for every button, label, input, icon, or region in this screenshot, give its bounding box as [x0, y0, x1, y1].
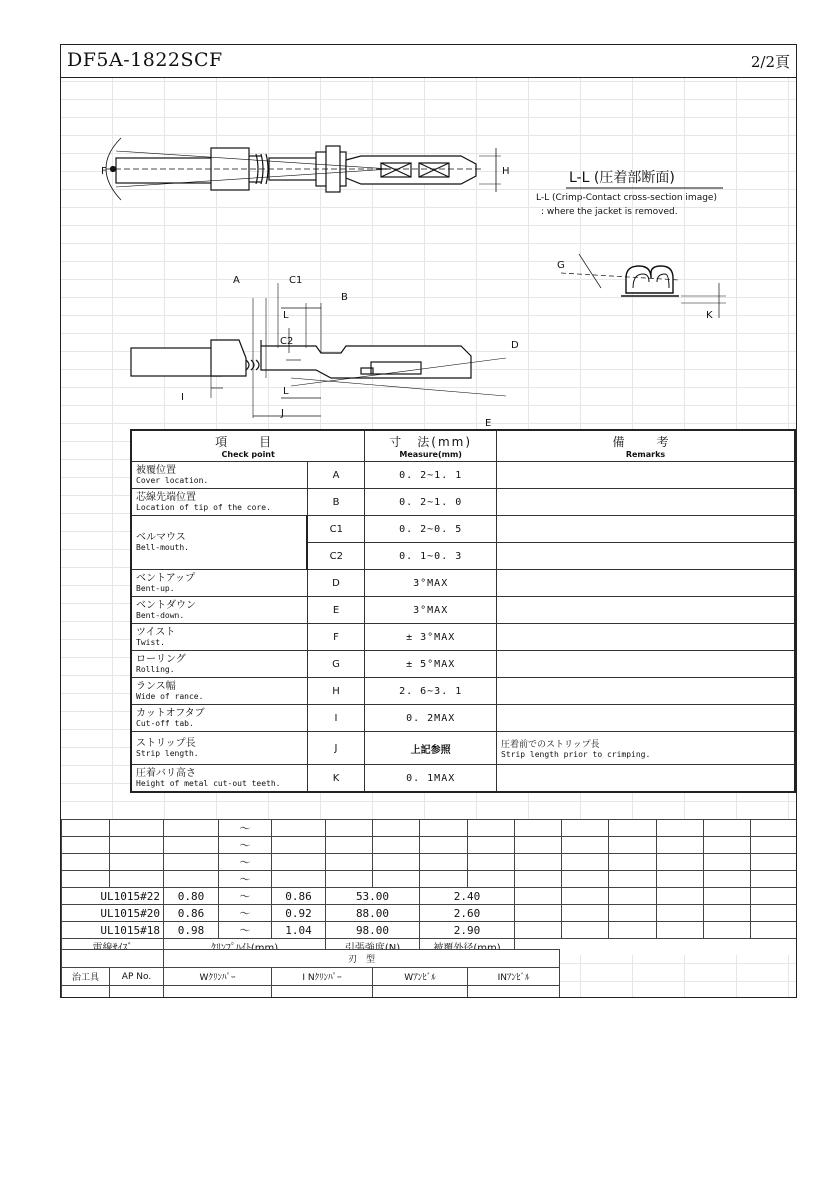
check-code: A — [307, 462, 365, 489]
label-c2: C2 — [280, 336, 294, 347]
wire-size: UL1015#20 — [62, 905, 164, 922]
outer-diameter: 2.90 — [420, 922, 515, 939]
check-remark — [497, 570, 796, 597]
in-anvil-header: INｱﾝﾋﾞﾙ — [468, 968, 560, 986]
check-code: I — [307, 705, 365, 732]
check-measure: ± 5°MAX — [365, 651, 497, 678]
check-item: カットオフタブ Cut-off tab. — [131, 705, 307, 732]
label-e: E — [485, 418, 492, 428]
crimp-min: 0.80 — [164, 888, 219, 905]
table-row — [131, 705, 795, 732]
check-code: H — [307, 678, 365, 705]
check-item: ランス幅 Wide of rance. — [131, 678, 307, 705]
label-c1: C1 — [289, 275, 303, 286]
part-number-title: DF5A-1822SCF — [67, 49, 223, 71]
check-item: ベルマウス Bell-mouth. — [131, 516, 307, 570]
check-remark — [497, 651, 796, 678]
table-row — [131, 651, 795, 678]
check-item: ベントアップ Bent-up. — [131, 570, 307, 597]
check-item: 被覆位置 Cover location. — [131, 462, 307, 489]
label-k: K — [706, 310, 713, 321]
check-item: ベントダウン Bent-down. — [131, 597, 307, 624]
check-code: K — [307, 765, 365, 793]
page-number: 2/2頁 — [750, 53, 790, 71]
table-row — [131, 516, 795, 543]
check-point-table — [130, 429, 796, 793]
wire-size: UL1015#18 — [62, 922, 164, 939]
check-measure: 0. 2~0. 5 — [365, 516, 497, 543]
outer-diameter: 2.60 — [420, 905, 515, 922]
end-line — [721, 997, 797, 998]
check-item: ローリング Rolling. — [131, 651, 307, 678]
table-row — [131, 678, 795, 705]
tensile: 53.00 — [326, 888, 420, 905]
table-row: UL1015#20 0.86 ～ 0.92 88.00 2.60 — [62, 905, 797, 922]
outer-diameter: 2.40 — [420, 888, 515, 905]
table-row — [131, 570, 795, 597]
check-measure: 3°MAX — [365, 597, 497, 624]
check-table-header — [131, 430, 795, 462]
ap-header: AP No. — [110, 968, 164, 986]
table-row — [131, 597, 795, 624]
top-view — [106, 138, 501, 200]
section-view — [561, 254, 726, 318]
check-measure: 2. 6~3. 1 — [365, 678, 497, 705]
label-d: D — [511, 340, 519, 351]
check-remark — [497, 543, 796, 570]
in-crimper-header: I Nｸﾘﾝﾊﾟｰ — [272, 968, 373, 986]
crimp-max: 0.86 — [272, 888, 326, 905]
table-row — [131, 624, 795, 651]
table-row: UL1015#22 0.80 ～ 0.86 53.00 2.40 — [62, 888, 797, 905]
item-header: 項 目 Check point — [131, 430, 365, 462]
crimp-contact-drawing — [61, 78, 796, 428]
remarks-header: 備 考 Remarks — [497, 430, 796, 462]
label-l-top: L — [283, 310, 289, 321]
tensile: 98.00 — [326, 922, 420, 939]
tool-header-row — [62, 968, 560, 986]
check-item: ツイスト Twist. — [131, 624, 307, 651]
check-measure: ± 3°MAX — [365, 624, 497, 651]
check-code: B — [307, 489, 365, 516]
check-code: D — [307, 570, 365, 597]
table-row — [131, 489, 795, 516]
drawing-sheet — [60, 44, 797, 998]
crimp-min: 0.98 — [164, 922, 219, 939]
check-item: 芯線先端位置 Location of tip of the core. — [131, 489, 307, 516]
tensile: 88.00 — [326, 905, 420, 922]
section-note-1: L-L (Crimp-Contact cross-section image) — [536, 193, 717, 203]
check-measure: 3°MAX — [365, 570, 497, 597]
check-measure: 0. 2~1. 1 — [365, 462, 497, 489]
crimp-spec-table — [61, 819, 797, 955]
table-row: ～ — [62, 837, 797, 854]
check-remark — [497, 624, 796, 651]
label-j: J — [281, 408, 284, 419]
check-remark — [497, 462, 796, 489]
check-remark — [497, 489, 796, 516]
check-remark — [497, 516, 796, 543]
check-item: 圧着バリ高さ Height of metal cut-out teeth. — [131, 765, 307, 793]
label-i: I — [181, 392, 184, 403]
measure-header: 寸 法(mm) Measure(mm) — [365, 430, 497, 462]
table-row — [131, 732, 795, 765]
section-title: L-L (圧着部断面) — [569, 170, 675, 186]
w-crimper-header: Wｸﾘﾝﾊﾟｰ — [164, 968, 272, 986]
jig-header: 治工具 — [62, 968, 110, 986]
label-g: G — [557, 260, 565, 271]
section-note-2: : where the jacket is removed. — [541, 207, 678, 217]
check-code: G — [307, 651, 365, 678]
side-view — [131, 283, 506, 418]
label-a: A — [233, 275, 240, 286]
wire-size: UL1015#22 — [62, 888, 164, 905]
table-row: ～ — [62, 854, 797, 871]
check-remark — [497, 705, 796, 732]
check-remark — [497, 765, 796, 793]
w-anvil-header: Wｱﾝﾋﾞﾙ — [373, 968, 468, 986]
check-code: F — [307, 624, 365, 651]
check-code: E — [307, 597, 365, 624]
label-b: B — [341, 292, 348, 303]
check-remark: 圧着前でのストリップ長 Strip length prior to crimping. — [497, 732, 796, 765]
check-measure: 0. 1MAX — [365, 765, 497, 793]
check-remark — [497, 678, 796, 705]
check-measure: 0. 1~0. 3 — [365, 543, 497, 570]
check-measure: 0. 2MAX — [365, 705, 497, 732]
die-header: 刃 型 — [164, 950, 560, 968]
check-item: ストリップ長 Strip length. — [131, 732, 307, 765]
table-row — [62, 986, 560, 999]
table-row — [131, 462, 795, 489]
crimp-min: 0.86 — [164, 905, 219, 922]
table-row — [131, 765, 795, 793]
table-row: ～ — [62, 820, 797, 837]
check-code: J — [307, 732, 365, 765]
crimp-max: 0.92 — [272, 905, 326, 922]
table-row: UL1015#18 0.98 ～ 1.04 98.00 2.90 — [62, 922, 797, 939]
check-measure: 0. 2~1. 0 — [365, 489, 497, 516]
table-row: ～ — [62, 871, 797, 888]
check-measure: 上記参照 — [365, 732, 497, 765]
label-h: H — [502, 166, 510, 177]
label-l-bottom: L — [283, 386, 289, 397]
title-bar — [61, 45, 796, 78]
tooling-table — [61, 949, 560, 998]
crimp-max: 1.04 — [272, 922, 326, 939]
check-remark — [497, 597, 796, 624]
label-f: F — [101, 166, 107, 177]
check-code: C2 — [307, 543, 365, 570]
table-row — [62, 950, 560, 968]
check-code: C1 — [307, 516, 365, 543]
